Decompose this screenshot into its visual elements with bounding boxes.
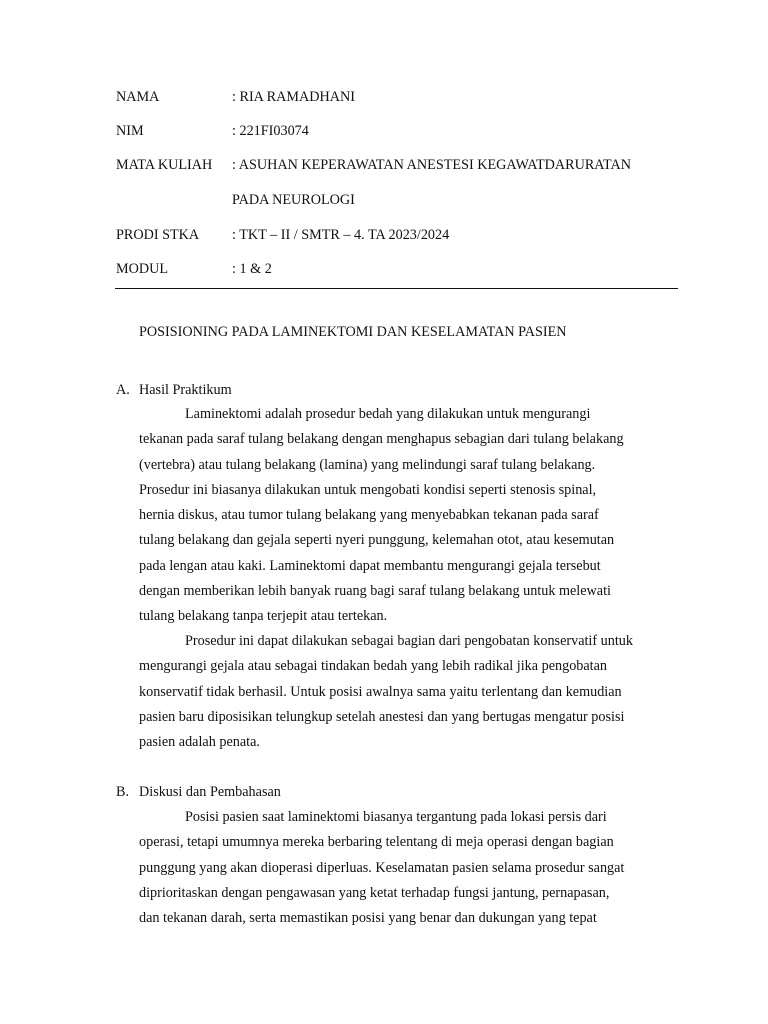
modul-value: : 1 & 2 (232, 261, 272, 277)
section-a-paragraph-2 (139, 629, 679, 755)
text-line: Prosedur ini dapat dilakukan sebagai bagian dari pengobatan konservatif untuk (185, 633, 633, 649)
prodi-label: PRODI STKA (116, 227, 200, 243)
section-b-heading (116, 782, 281, 802)
header-row-modul (0, 259, 768, 279)
header-divider (115, 288, 678, 289)
header-row-nim (0, 121, 768, 141)
text-line: tulang belakang tanpa terjepit atau tertekan. (139, 608, 388, 625)
section-a-letter: A. (116, 382, 130, 398)
text-line: punggung yang akan dioperasi diperluas. Keselamatan pasien selama prosedur sangat (139, 859, 625, 876)
mata-kuliah-value-cont: PADA NEUROLOGI (232, 192, 355, 208)
text-line: dengan memberikan lebih banyak ruang bagi saraf tulang belakang untuk melewati (139, 583, 611, 600)
nama-label: NAMA (116, 89, 160, 105)
section-a-heading (116, 380, 232, 400)
text-line: hernia diskus, atau tumor tulang belakang yang menyebabkan tekanan pada saraf (139, 507, 599, 524)
text-line: tekanan pada saraf tulang belakang dengan menghapus sebagian dari tulang belakang (139, 431, 624, 448)
section-b-paragraph-1 (139, 805, 679, 931)
text-line: Laminektomi adalah prosedur bedah yang dilakukan untuk mengurangi (185, 406, 591, 422)
nim-value: : 221FI03074 (232, 123, 309, 139)
section-a-paragraph-1 (139, 402, 679, 630)
header-row-nama (0, 87, 768, 107)
text-line: tulang belakang dan gejala seperti nyeri punggung, kelemahan otot, atau kesemutan (139, 532, 615, 549)
nama-value: : RIA RAMADHANI (232, 89, 355, 105)
header-row-mata-kuliah (0, 155, 768, 175)
document-title: POSISIONING PADA LAMINEKTOMI DAN KESELAMATAN PASIEN (139, 324, 567, 340)
text-line: konservatif tidak berhasil. Untuk posisi awalnya sama yaitu terlentang dan kemudian (139, 683, 622, 700)
modul-label: MODUL (116, 261, 169, 277)
text-line: Prosedur ini biasanya dilakukan untuk mengobati kondisi seperti stenosis spinal, (139, 481, 597, 498)
prodi-value: : TKT – II / SMTR – 4. TA 2023/2024 (232, 227, 450, 243)
mata-kuliah-value: : ASUHAN KEPERAWATAN ANESTESI KEGAWATDARURATAN (232, 157, 632, 173)
header-row-prodi (0, 225, 768, 245)
text-line: pada lengan atau kaki. Laminektomi dapat membantu mengurangi gejala tersebut (139, 557, 601, 574)
text-line: mengurangi gejala atau sebagai tindakan bedah yang lebih radikal jika pengobatan (139, 658, 608, 675)
section-b-letter: B. (116, 784, 130, 800)
text-line: operasi, tetapi umumnya mereka berbaring telentang di meja operasi dengan bagian (139, 834, 614, 851)
nim-label: NIM (116, 123, 144, 139)
text-line: diprioritaskan dengan pengawasan yang ketat terhadap fungsi jantung, pernapasan, (139, 884, 610, 901)
text-line: dan tekanan darah, serta memastikan posisi yang benar dan dukungan yang tepat (139, 910, 597, 927)
section-a-title: Hasil Praktikum (139, 382, 232, 398)
mata-kuliah-label: MATA KULIAH (116, 157, 213, 173)
text-line: (vertebra) atau tulang belakang (lamina) yang melindungi saraf tulang belakang. (139, 456, 596, 473)
section-b-title: Diskusi dan Pembahasan (139, 784, 281, 800)
text-line: Posisi pasien saat laminektomi biasanya tergantung pada lokasi persis dari (185, 809, 607, 825)
header-row-mata-kuliah-cont (0, 190, 768, 210)
text-line: pasien adalah penata. (139, 734, 260, 751)
text-line: pasien baru diposisikan telungkup setelah anestesi dan yang bertugas mengatur posisi (139, 708, 625, 725)
